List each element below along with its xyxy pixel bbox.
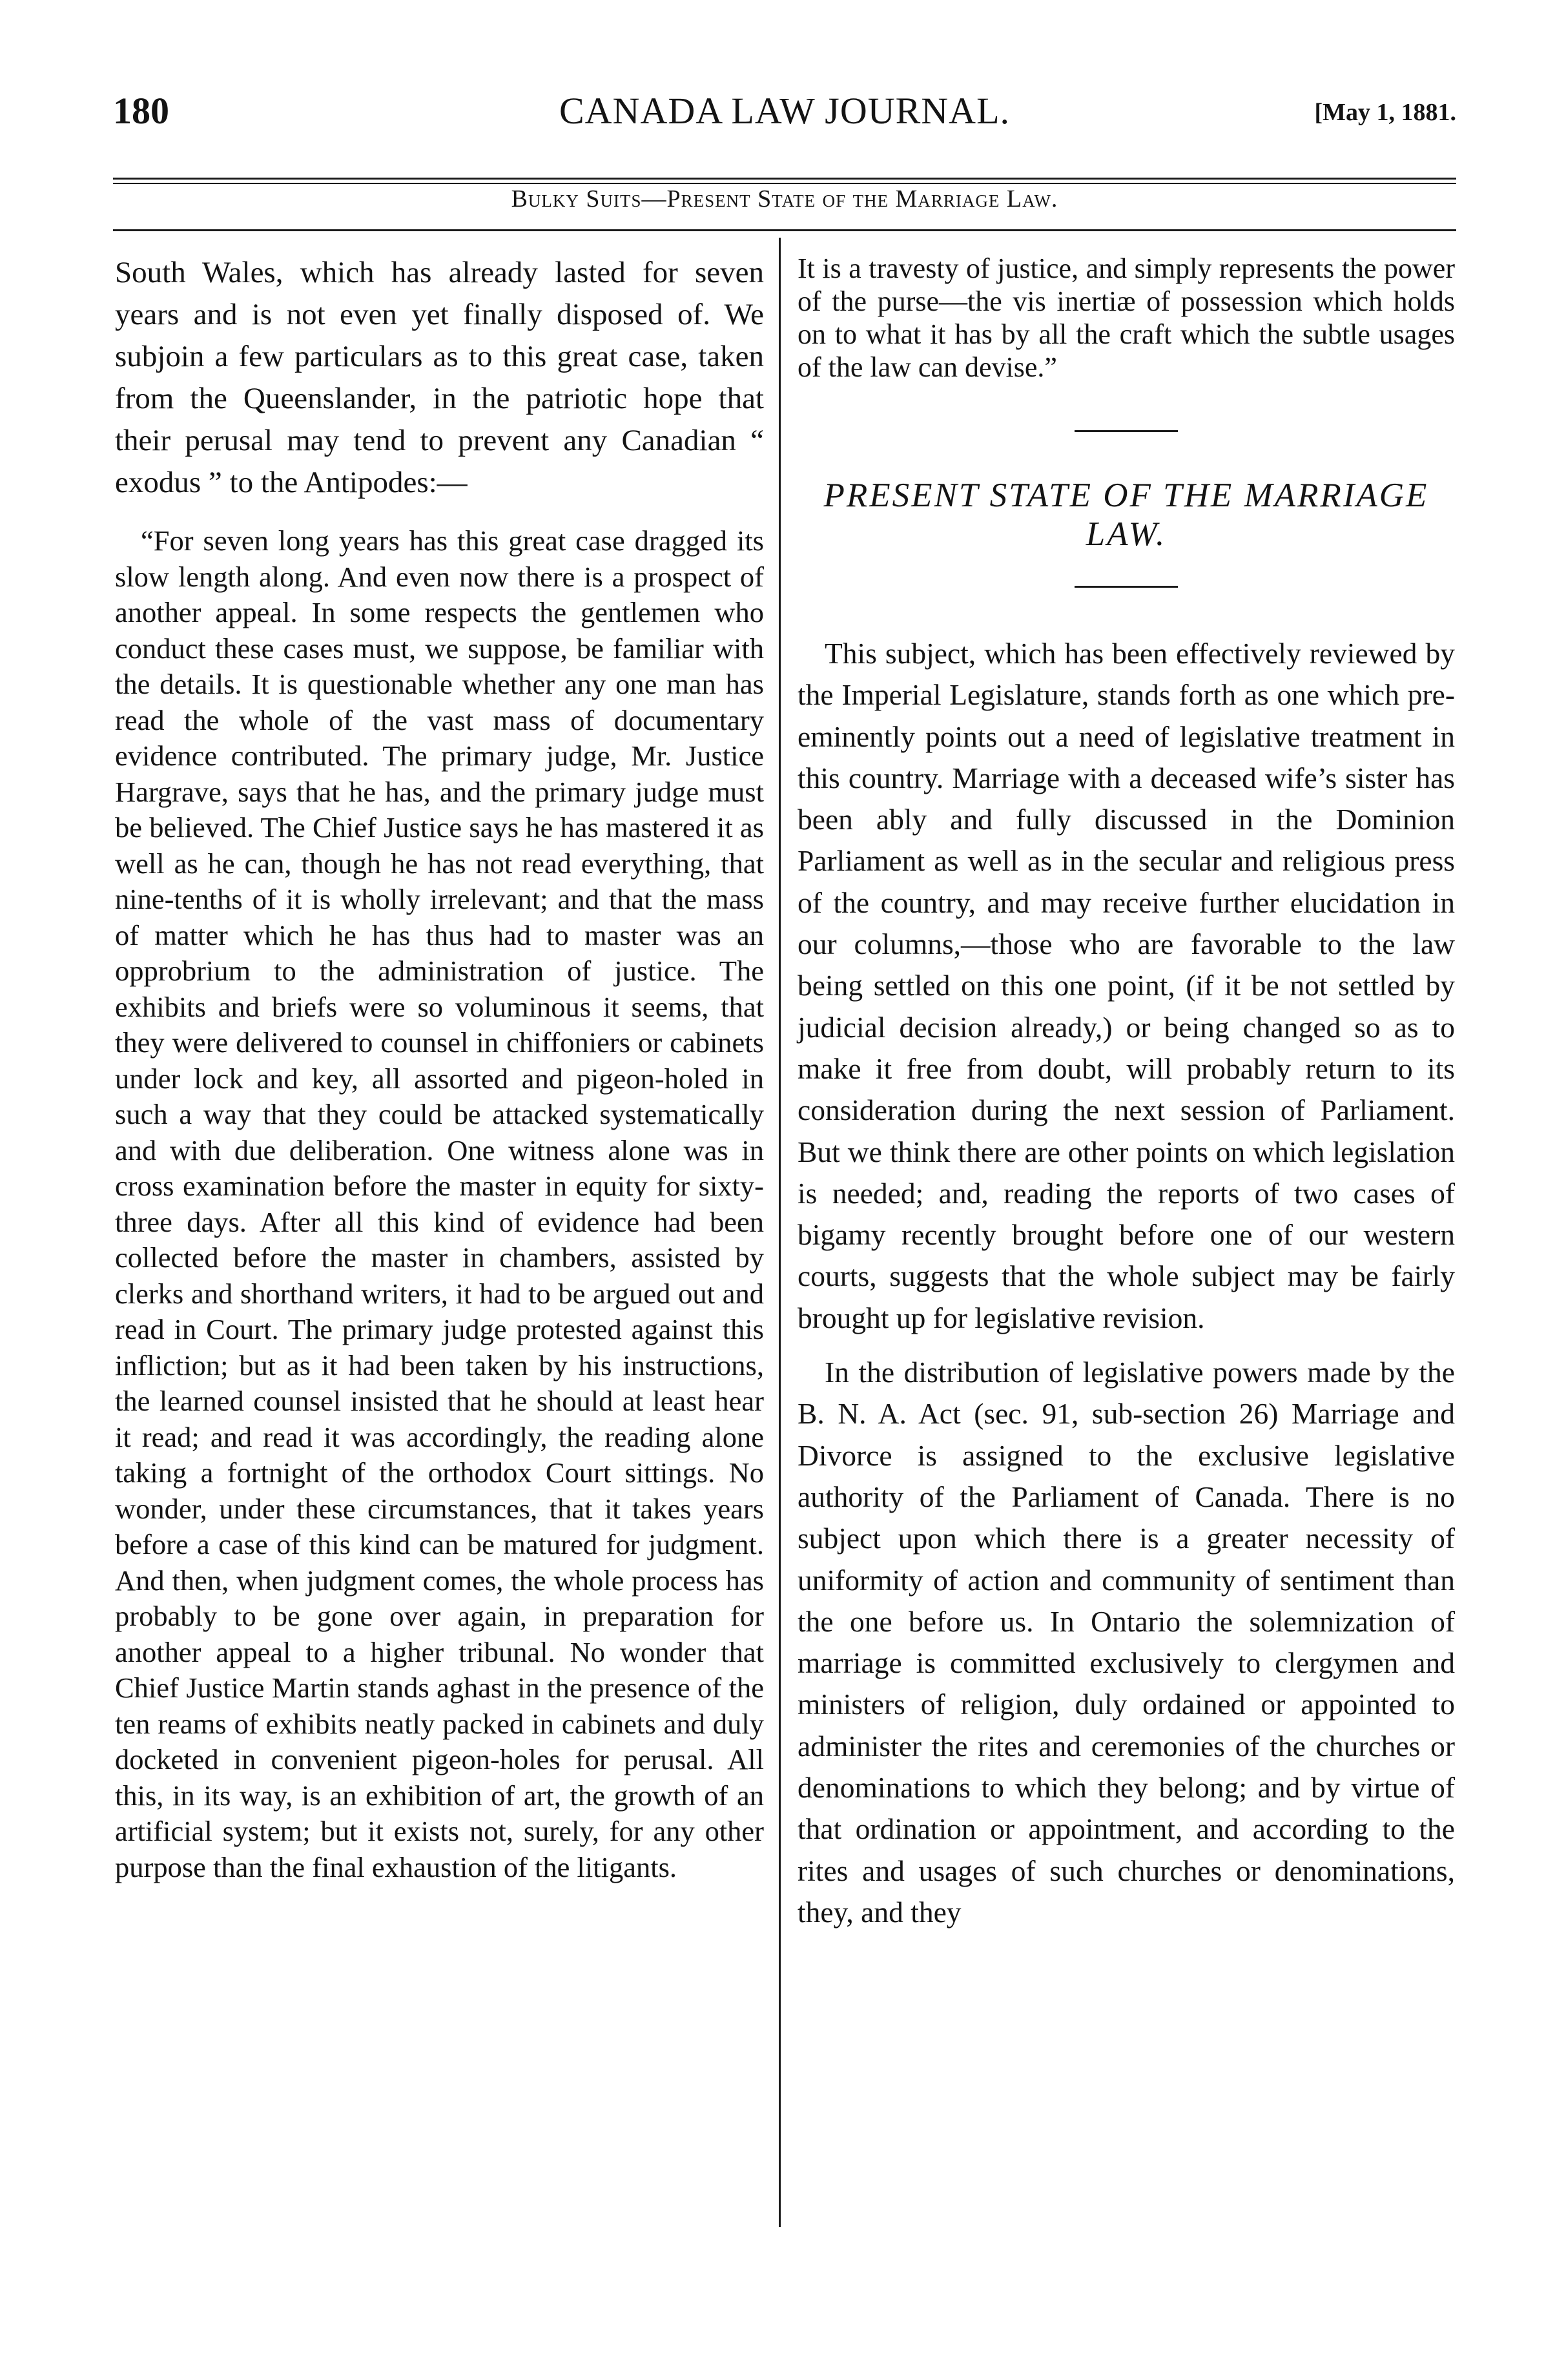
quotation-ending: It is a travesty of justice, and simply represents the power of the purse—the vis inertiæ of possession which holds on to what it has by all the craft which the subtle usages of the law can devise.” bbox=[798, 253, 1455, 383]
left-column bbox=[115, 252, 764, 1885]
article-title: PRESENT STATE OF THE MARRIAGE LAW. bbox=[823, 477, 1429, 553]
right-column bbox=[798, 252, 1455, 1933]
lead-paragraph: South Wales, which has already lasted for seven years and is not even yet finally disposed of. We subjoin a few particulars as to this great case, taken from the Queenslander, in the patriotic hope that their perusal may tend to prevent any Canadian “ exodus ” to the Antipodes:— bbox=[115, 256, 764, 499]
journal-title: CANADA LAW JOURNAL. bbox=[559, 90, 1010, 132]
header-rule-top bbox=[113, 178, 1456, 180]
running-head: Bulky Suits—Present State of the Marriage Law. bbox=[511, 185, 1058, 212]
queenslander-quotation: “For seven long years has this great case dragged its slow length along. And even now there is a prospect of another appeal. In some respects the gentlemen who conduct these cases must, we suppose, be familiar with the details. It is questionable whether any one man has read the whole of the vast mass of documentary evidence contributed. The primary judge, Mr. Justice Hargrave, says that he has, and the primary judge must be believed. The Chief Justice says he has mastered it as well as he can, though he has not read everything, that nine-tenths of it is wholly irrelevant; and that the mass of matter which he has thus had to master was an opprobrium to the administration of justice. The exhibits and briefs were so voluminous it seems, that they were delivered to counsel in chiffoniers or cabinets under lock and key, all assorted and pigeon-holed in such a way that they could be attacked systematically and with due deliberation. One witness alone was in cross examination before the master in equity for sixty-three days. After all this kind of evidence had been collected before the master in chambers, assisted by clerks and shorthand writers, it had to be argued out and read in Court. The primary judge protested against this infliction; but as it had been taken by his instructions, the learned counsel insisted that he should at least hear it read; and read it was accordingly, the reading alone taking a fortnight of the orthodox Court sittings. No wonder, under these circumstances, that it takes years before a case of this kind can be matured for judgment. And then, when judgment comes, the whole process has probably to be gone over again, in preparation for another appeal to a higher tribunal. No wonder that Chief Justice Martin stands aghast in the presence of the ten reams of exhibits neatly packed in cabinets and duly docketed in convenient pigeon-holes for perusal. All this, in its way, is an exhibition of art, the growth of an artificial system; but it exists not, surely, for any other purpose than the final exhaustion of the litigants. bbox=[115, 524, 764, 1883]
header-rule-bottom bbox=[113, 183, 1456, 184]
article-paragraph: In the distribution of legislative powers made by the B. N. A. Act (sec. 91, sub-section 26) Marriage and Divorce is assigned to the exclusive legislative authority of the Parliament of Canada. There is no subject upon which there is a greater necessity of uniformity of action and community of sentiment than the one before us. In Ontario the solemnization of marriage is committed exclusively to clergymen and ministers of religion, duly ordained or appointed to administer the rites and ceremonies of the churches or denominations to which they belong; and by virtue of that ordination or appointment, and according to the rites and usages of such churches or denominations, they, and they bbox=[798, 1356, 1455, 1929]
page-number: 180 bbox=[113, 90, 169, 132]
running-head-rule bbox=[113, 229, 1456, 231]
column-divider bbox=[779, 238, 781, 2227]
page-header bbox=[113, 89, 1456, 147]
issue-date: [May 1, 1881. bbox=[1314, 99, 1456, 126]
section-divider-rule bbox=[1075, 430, 1178, 432]
article-paragraph: This subject, which has been effectively reviewed by the Imperial Legislature, stands forth as one which pre-eminently points out a need of legislative treatment in this country. Marriage with a deceased wife’s sister has been ably and fully discussed in the Dominion Parliament as well as in the secular and religious press of the country, and may receive further elucidation in our columns,—those who are favorable to the law being settled on this one point, (if it be not settled by judicial decision already,) or being changed so as to make it free from doubt, will probably return to its consideration during the next session of Parliament. But we think there are other points on which legislation is needed; and, reading the reports of two cases of bigamy recently brought before one of our western courts, suggests that the whole subject may be fairly brought up for legislative revision. bbox=[798, 637, 1455, 1334]
title-divider-rule bbox=[1075, 586, 1178, 588]
